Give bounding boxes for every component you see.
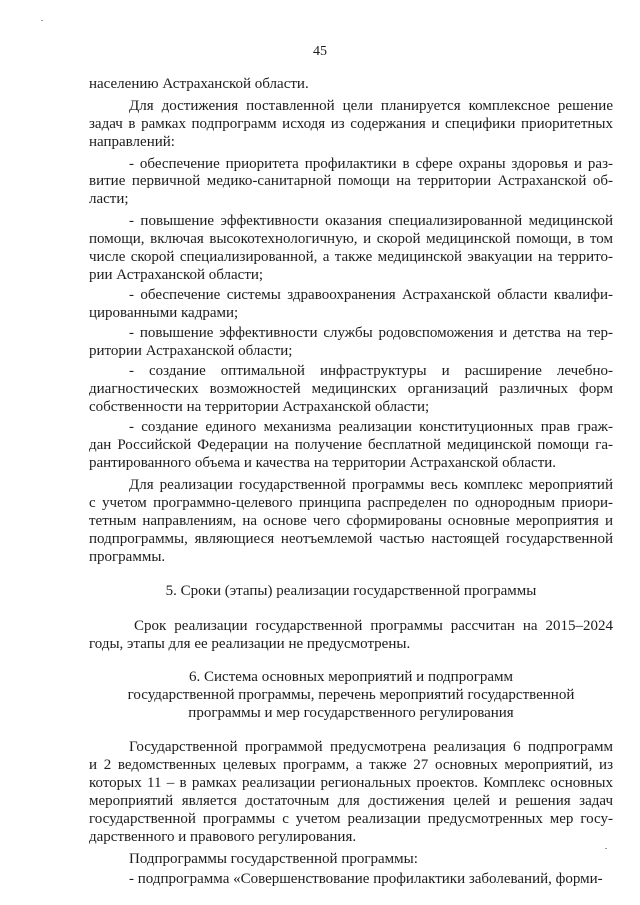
paragraph-line: которых 11 – в рамках реализации региональных проектов. Комплекс основных xyxy=(89,775,613,791)
paragraph-line: тетным направлениям, на основе чего сформированы основные мероприятия и xyxy=(89,513,613,529)
paragraph-line: ласти; xyxy=(89,191,129,207)
section-heading-line: 6. Система основных мероприятий и подпрограмм xyxy=(189,669,513,685)
paragraph-line: - повышение эффективности службы родовспоможения и детства на тер- xyxy=(129,325,613,341)
paragraph-line: диагностических возможностей медицинских организаций различных форм xyxy=(89,381,613,397)
paragraph-line: дарственного и правового регулирования. xyxy=(89,829,357,845)
paragraph-line: - обеспечение системы здравоохранения Астраханской области квалифи- xyxy=(129,287,613,303)
paragraph-line: и 2 ведомственных целевых программ, а также 27 основных мероприятий, из xyxy=(89,757,613,773)
paragraph-line: программы. xyxy=(89,549,166,565)
paragraph-line: рантированного объема и качества на территории Астраханской области. xyxy=(89,455,557,471)
paragraph-line: помощи, включая высокотехнологичную, и скорой медицинской помощи, в том xyxy=(89,231,613,247)
paragraph-line: - создание единого механизма реализации конституционных прав граж- xyxy=(129,419,613,435)
paragraph-line: - обеспечение приоритета профилактики в сфере охраны здоровья и раз- xyxy=(129,156,613,172)
scan-speck xyxy=(41,20,43,21)
section-heading-line: государственной программы, перечень мероприятий государственной xyxy=(127,687,575,703)
paragraph-line: - подпрограмма «Совершенствование профилактики заболеваний, форми- xyxy=(129,871,603,887)
paragraph-line: Государственной программой предусмотрена реализация 6 подпрограмм xyxy=(129,739,613,755)
paragraph-line: дан Российской Федерации на получение бесплатной медицинской помощи га- xyxy=(89,437,613,453)
paragraph-line: Срок реализации государственной программы рассчитан на 2015–2024 xyxy=(134,618,613,634)
paragraph-line: населению Астраханской области. xyxy=(89,76,309,92)
paragraph-line: числе скорой специализированной, а также медицинской эвакуации на террито- xyxy=(89,249,613,265)
page-number: 45 xyxy=(313,44,327,59)
paragraph-line: Для достижения поставленной цели планируется комплексное решение xyxy=(129,98,613,114)
paragraph-line: Подпрограммы государственной программы: xyxy=(129,851,418,867)
paragraph-line: цированными кадрами; xyxy=(89,305,239,321)
paragraph-line: рии Астраханской области; xyxy=(89,267,264,283)
paragraph-line: подпрограммы, являющиеся неотъемлемой частью настоящей государственной xyxy=(89,531,613,547)
paragraph-line: - создание оптимальной инфраструктуры и расширение лечебно- xyxy=(129,363,613,379)
paragraph-line: направлений: xyxy=(89,134,175,150)
paragraph-line: Для реализации государственной программы весь комплекс мероприятий xyxy=(129,477,613,493)
paragraph-line: витие первичной медико-санитарной помощи на территории Астраханской об- xyxy=(89,173,613,189)
paragraph-line: задач в рамках подпрограмм исходя из содержания и специфики приоритетных xyxy=(89,116,613,132)
section-heading-line: программы и мер государственного регулирования xyxy=(188,705,514,721)
paragraph-line: - повышение эффективности оказания специализированной медицинской xyxy=(129,213,613,229)
paragraph-line: мероприятий является достаточным для достижения целей и решения задач xyxy=(89,793,613,809)
paragraph-line: с учетом программно-целевого принципа распределен по однородным приори- xyxy=(89,495,613,511)
paragraph-line: государственной программы с учетом реализации предусмотренных мер госу- xyxy=(89,811,613,827)
paragraph-line: собственности на территории Астраханской области; xyxy=(89,399,430,415)
paragraph-line: годы, этапы для ее реализации не предусмотрены. xyxy=(89,636,411,652)
paragraph-line: ритории Астраханской области; xyxy=(89,343,293,359)
section-heading-line: 5. Сроки (этапы) реализации государственной программы xyxy=(165,583,537,599)
scan-speck xyxy=(605,848,607,849)
